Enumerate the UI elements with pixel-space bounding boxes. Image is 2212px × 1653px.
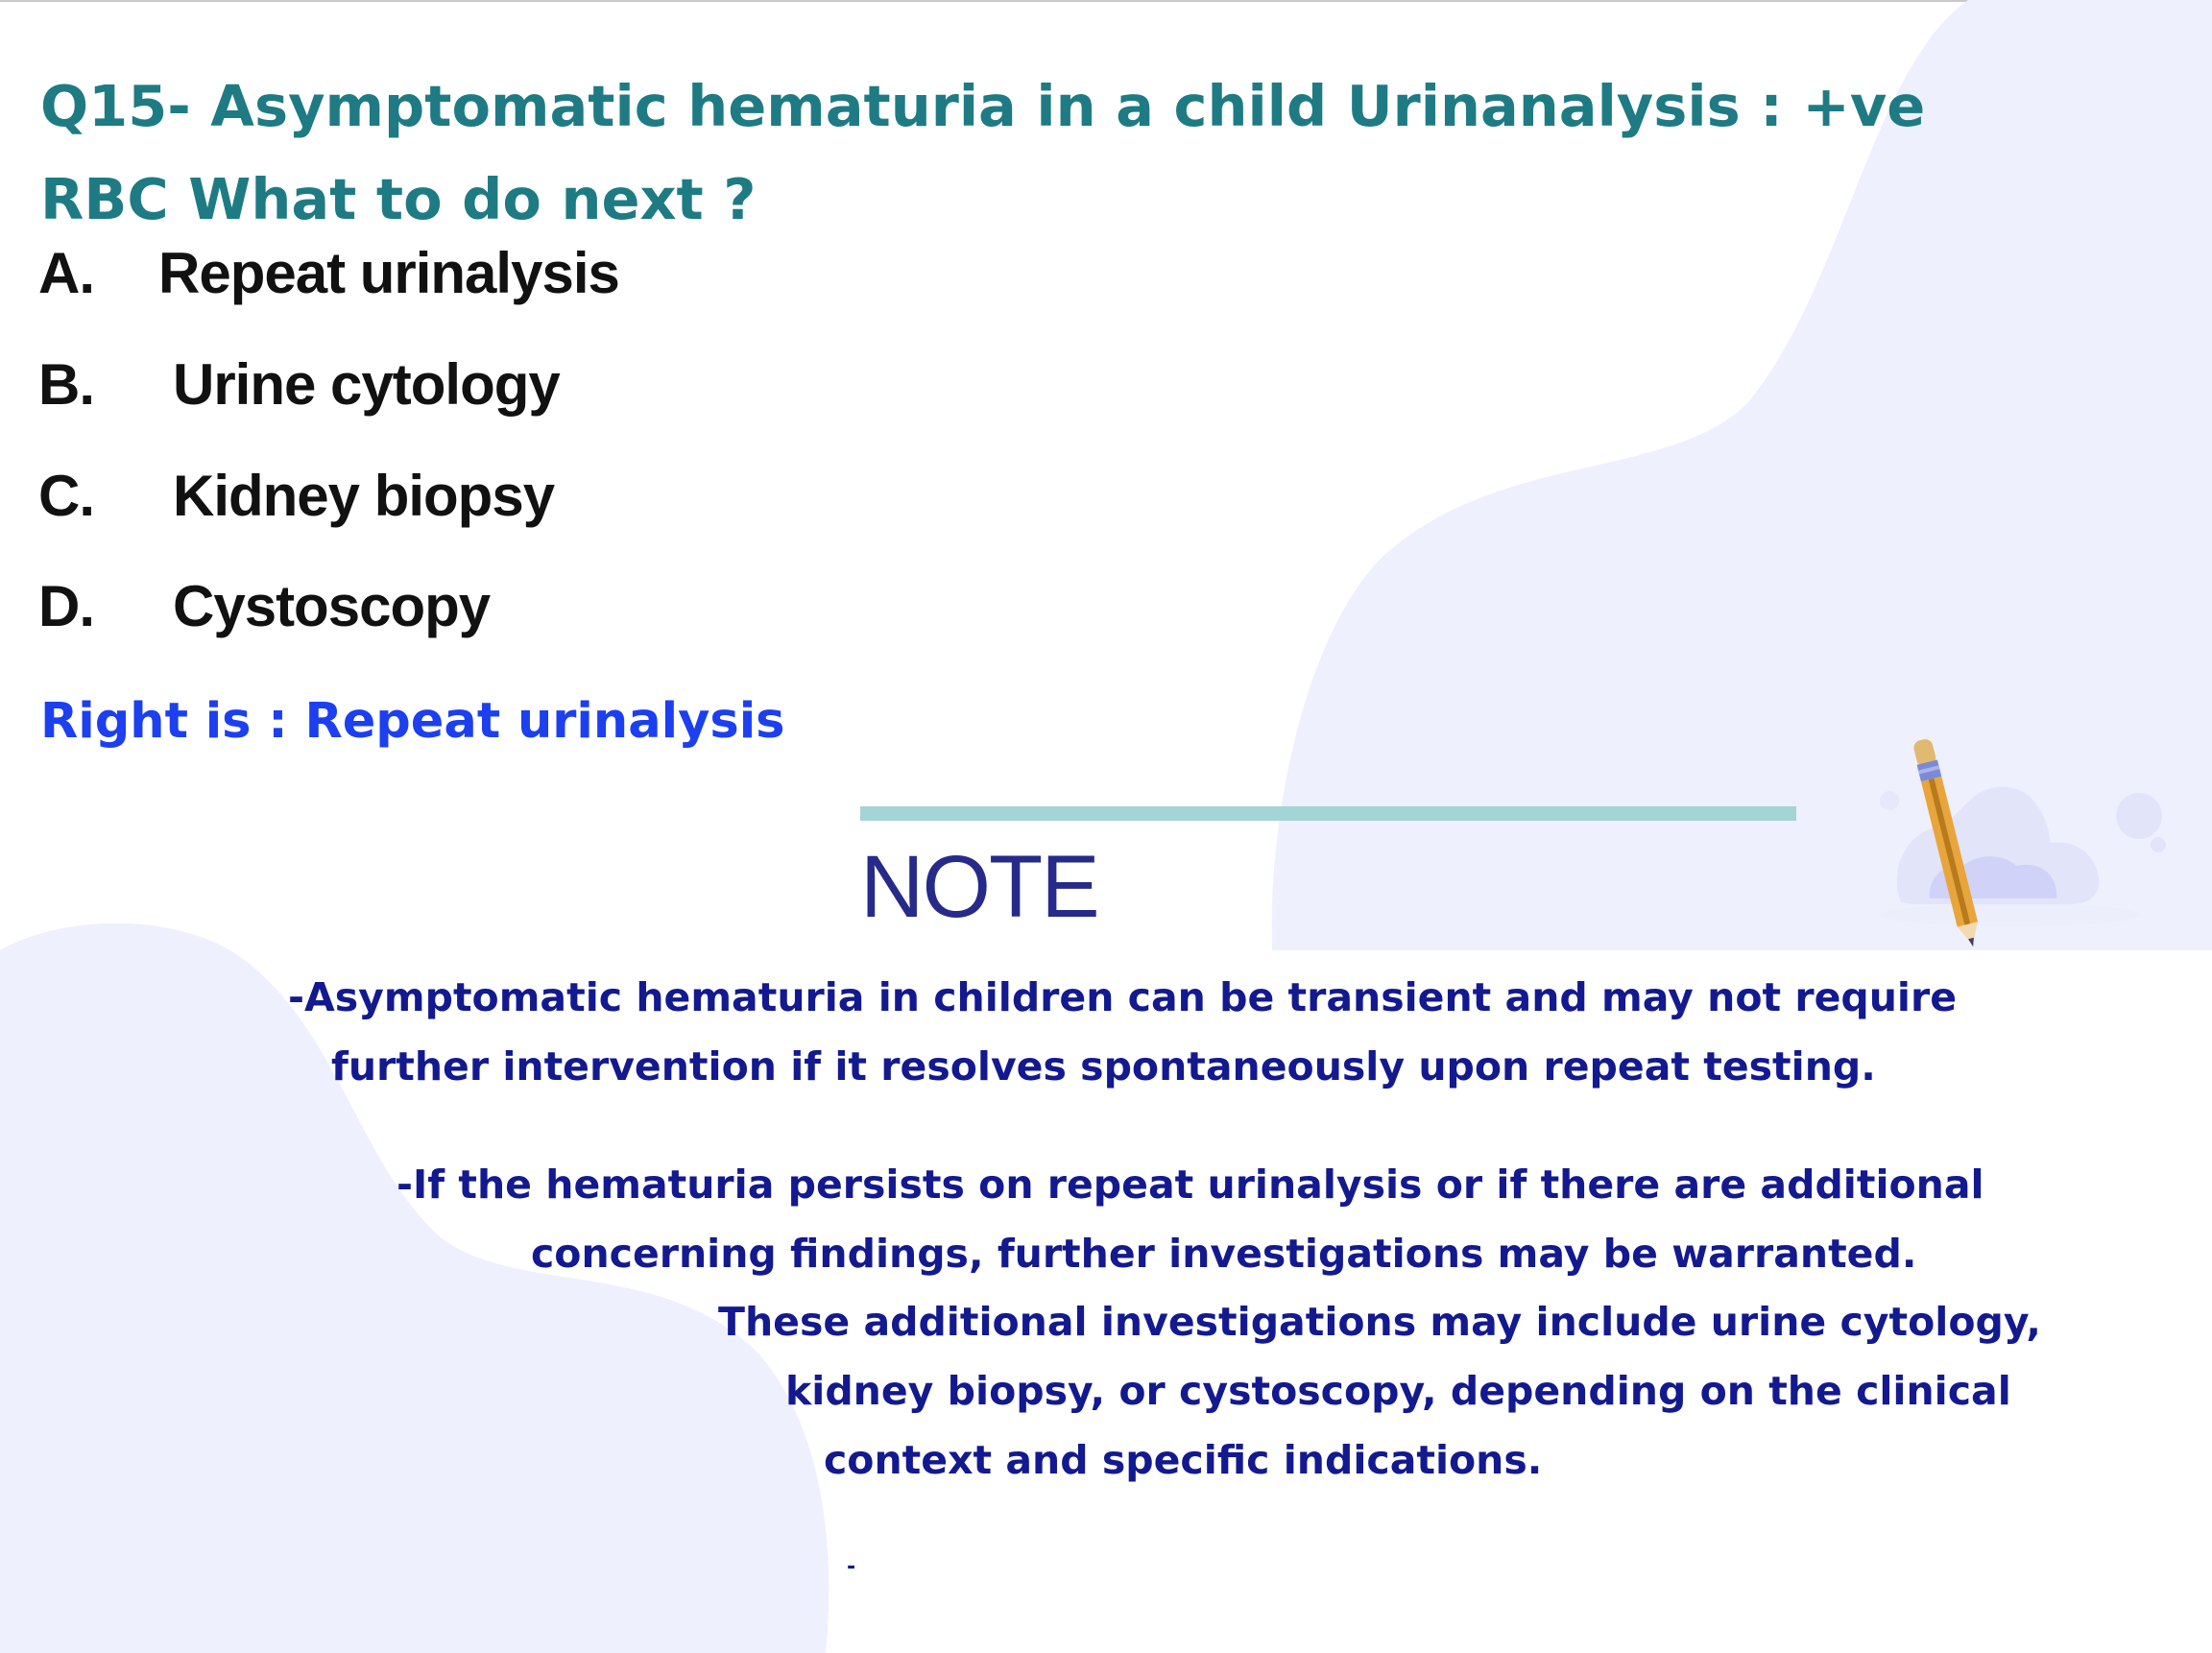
left-background-blob (0, 923, 829, 1653)
option-c-text: Kidney biopsy (173, 464, 555, 528)
option-d-text: Cystoscopy (173, 574, 491, 638)
note-line-3: -If the hematuria persists on repeat urinalysis or if there are additional (397, 1162, 1984, 1208)
note-heading: NOTE (860, 838, 1098, 936)
option-d-letter: D. (38, 574, 94, 638)
note-line-1: -Asymptomatic hematuria in children can be transient and may not require (288, 974, 1958, 1020)
option-b (38, 351, 560, 418)
option-b-text: Urine cytology (173, 352, 560, 417)
option-c (38, 463, 554, 529)
note-line-4: concerning findings, further investigations may be warranted. (531, 1231, 1917, 1277)
note-divider (860, 806, 1796, 821)
note-line-6: kidney biopsy, or cystoscopy, depending on the clinical (785, 1368, 2011, 1414)
option-d (38, 573, 490, 639)
option-a (38, 240, 619, 306)
right-answer: Right is : Repeat urinalysis (40, 693, 785, 750)
note-line-5: These additional investigations may include urine cytology, (718, 1299, 2041, 1345)
question-line-2: RBC What to do next ? (40, 166, 757, 232)
question-line-1: Q15- Asymptomatic hematuria in a child Urinanalysis : +ve (40, 73, 1926, 139)
note-line-2: further intervention if it resolves spontaneously upon repeat testing. (331, 1043, 1876, 1090)
trailing-dash: - (847, 1555, 856, 1579)
note-line-7: context and specific indications. (824, 1437, 1543, 1483)
option-a-text: Repeat urinalysis (158, 241, 619, 305)
option-c-letter: C. (38, 464, 94, 528)
pencil-icon (1853, 720, 2170, 950)
question (40, 60, 2152, 246)
option-b-letter: B. (38, 352, 94, 417)
option-a-letter: A. (38, 241, 94, 305)
